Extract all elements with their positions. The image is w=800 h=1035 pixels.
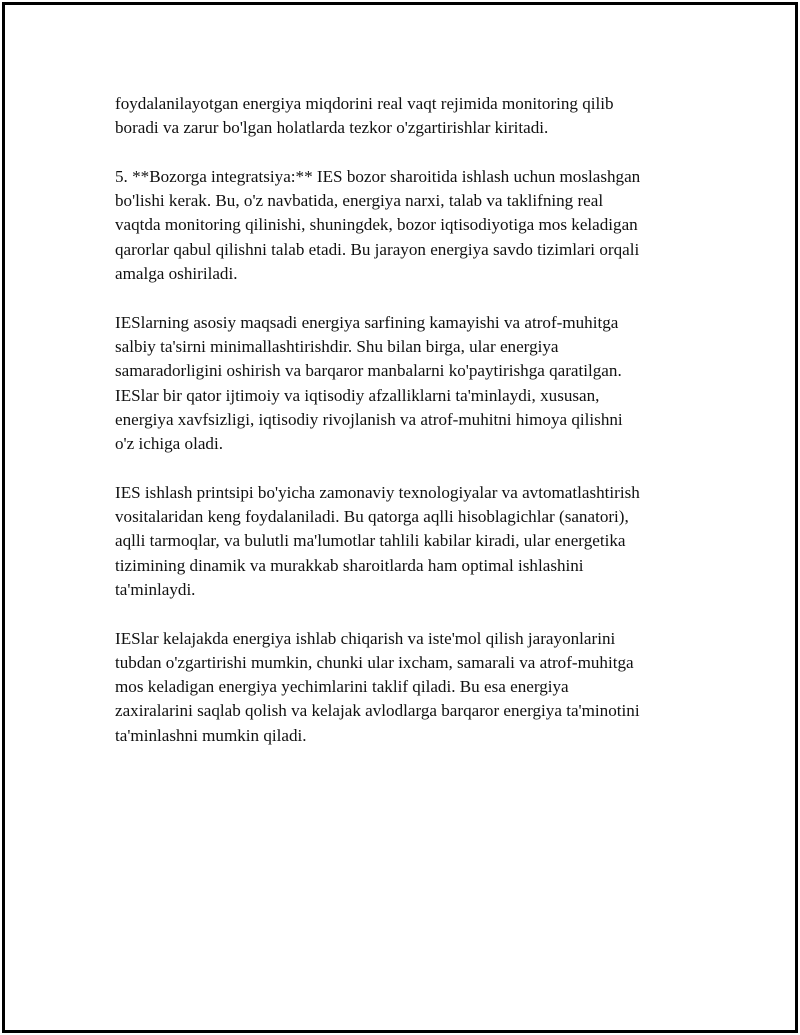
document-body — [115, 92, 695, 772]
paragraph-future: IESlar kelajakda energiya ishlab chiqarish va iste'mol qilish jarayonlarini tubdan o'zgartirishi mumkin, chunki ular ixcham, samarali va atrof-muhitga mos keladigan energiya yechimlarini taklif qiladi. Bu esa energiya zaxiralarini saqlab qolish va kelajak avlodlarga barqaror energiya ta'minotini ta'minlashni mumkin qiladi. — [115, 628, 640, 745]
paragraph-monitoring-continuation: foydalanilayotgan energiya miqdorini real vaqt rejimida monitoring qilib boradi va zarur bo'lgan holatlarda tezkor o'zgartirishlar kiritadi. — [115, 94, 614, 138]
paragraph-main-goal: IESlarning asosiy maqsadi energiya sarfining kamayishi va atrof-muhitga salbiy ta'sirni minimallashtirishdir. Shu bilan birga, ular energiya samaradorligini oshirish va barqaror manbalarni ko'paytirishga qaratilgan. IESlar bir qator ijtimoiy va iqtisodiy afzalliklarni ta'minlaydi, xususan, energiya xavfsizligi, iqtisodiy rivojlanish va atrof-muhitni himoya qilishni o'z ichiga oladi. — [115, 312, 623, 454]
paragraph-technologies: IES ishlash printsipi bo'yicha zamonaviy texnologiyalar va avtomatlashtirish vositalaridan keng foydalaniladi. Bu qatorga aqlli hisoblagichlar (sanatori), aqlli tarmoqlar, va bulutli ma'lumotlar tahlili kabilar kiradi, ular energetika tizimining dinamik va murakkab sharoitlarda ham optimal ishlashini ta'minlaydi. — [115, 482, 640, 599]
paragraph-market-integration: 5. **Bozorga integratsiya:** IES bozor sharoitida ishlash uchun moslashgan bo'lishi kerak. Bu, o'z navbatida, energiya narxi, talab va taklifning real vaqtda monitoring qilinishi, shuningdek, bozor iqtisodiyotiga mos keladigan qarorlar qabul qilishni talab etadi. Bu jarayon energiya savdo tizimlari orqali amalga oshiriladi. — [115, 166, 641, 284]
